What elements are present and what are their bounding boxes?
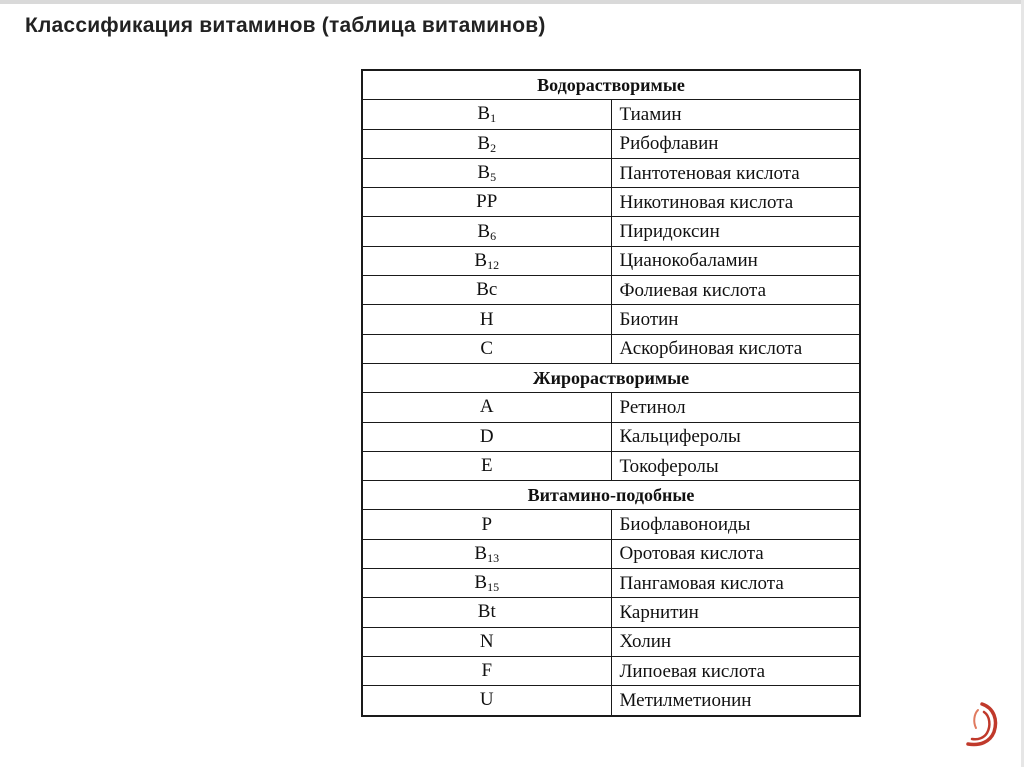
section-header-row [362, 363, 860, 392]
table-row [362, 276, 860, 305]
section-header-row [362, 481, 860, 510]
vitamin-name: Биофлавоноиды [611, 510, 860, 539]
vitamin-table [361, 69, 861, 717]
vitamin-code: $B_{12}$ [362, 246, 611, 275]
vitamin-name: Карнитин [611, 598, 860, 627]
vitamin-code: D [362, 422, 611, 451]
table-row [362, 217, 860, 246]
table-row [362, 393, 860, 422]
table-row [362, 686, 860, 716]
vitamin-name: Биотин [611, 305, 860, 334]
table-row [362, 656, 860, 685]
section-heading: Жирорастворимые [362, 363, 860, 392]
vitamin-name: Цианокобаламин [611, 246, 860, 275]
section-heading: Витамино-подобные [362, 481, 860, 510]
vitamin-name: Рибофлавин [611, 129, 860, 158]
vitamin-name: Пантотеновая кислота [611, 158, 860, 187]
vitamin-code: F [362, 656, 611, 685]
top-border-line [0, 0, 1024, 4]
table-row [362, 539, 860, 568]
vitamin-code: $B_1$ [362, 100, 611, 129]
vitamin-name: Пиридоксин [611, 217, 860, 246]
vitamin-name: Холин [611, 627, 860, 656]
vitamin-name: Фолиевая кислота [611, 276, 860, 305]
vitamin-name: Оротовая кислота [611, 539, 860, 568]
vitamin-code: H [362, 305, 611, 334]
table-row [362, 569, 860, 598]
vitamin-code: N [362, 627, 611, 656]
vitamin-code: Bc [362, 276, 611, 305]
table-row [362, 451, 860, 480]
swirl-decoration-icon [960, 700, 1002, 750]
vitamin-code: C [362, 334, 611, 363]
table-row [362, 510, 860, 539]
vitamin-code: P [362, 510, 611, 539]
vitamin-code: $B_6$ [362, 217, 611, 246]
vitamin-name: Аскорбиновая кислота [611, 334, 860, 363]
vitamin-name: Липоевая кислота [611, 656, 860, 685]
table-row [362, 129, 860, 158]
vitamin-name: Никотиновая кислота [611, 188, 860, 217]
table-row [362, 422, 860, 451]
table-row [362, 627, 860, 656]
table-row [362, 188, 860, 217]
table-row [362, 598, 860, 627]
vitamin-name: Пангамовая кислота [611, 569, 860, 598]
vitamin-name: Ретинол [611, 393, 860, 422]
vitamin-name: Кальциферолы [611, 422, 860, 451]
vitamin-code: Bt [362, 598, 611, 627]
table-row [362, 158, 860, 187]
vitamin-code: $B_2$ [362, 129, 611, 158]
section-heading: Водорастворимые [362, 70, 860, 100]
vitamin-code: $B_{15}$ [362, 569, 611, 598]
table-row [362, 100, 860, 129]
section-header-row [362, 70, 860, 100]
vitamin-code: E [362, 451, 611, 480]
table-row [362, 334, 860, 363]
vitamin-code: PP [362, 188, 611, 217]
vitamin-name: Тиамин [611, 100, 860, 129]
table-row [362, 305, 860, 334]
page-title: Классификация витаминов (таблица витаминов) [25, 14, 546, 37]
table-row [362, 246, 860, 275]
vitamin-name: Токоферолы [611, 451, 860, 480]
vitamin-code: U [362, 686, 611, 716]
vitamin-name: Метилметионин [611, 686, 860, 716]
vitamin-code: $B_{13}$ [362, 539, 611, 568]
vitamin-code: $B_5$ [362, 158, 611, 187]
vitamin-code: A [362, 393, 611, 422]
